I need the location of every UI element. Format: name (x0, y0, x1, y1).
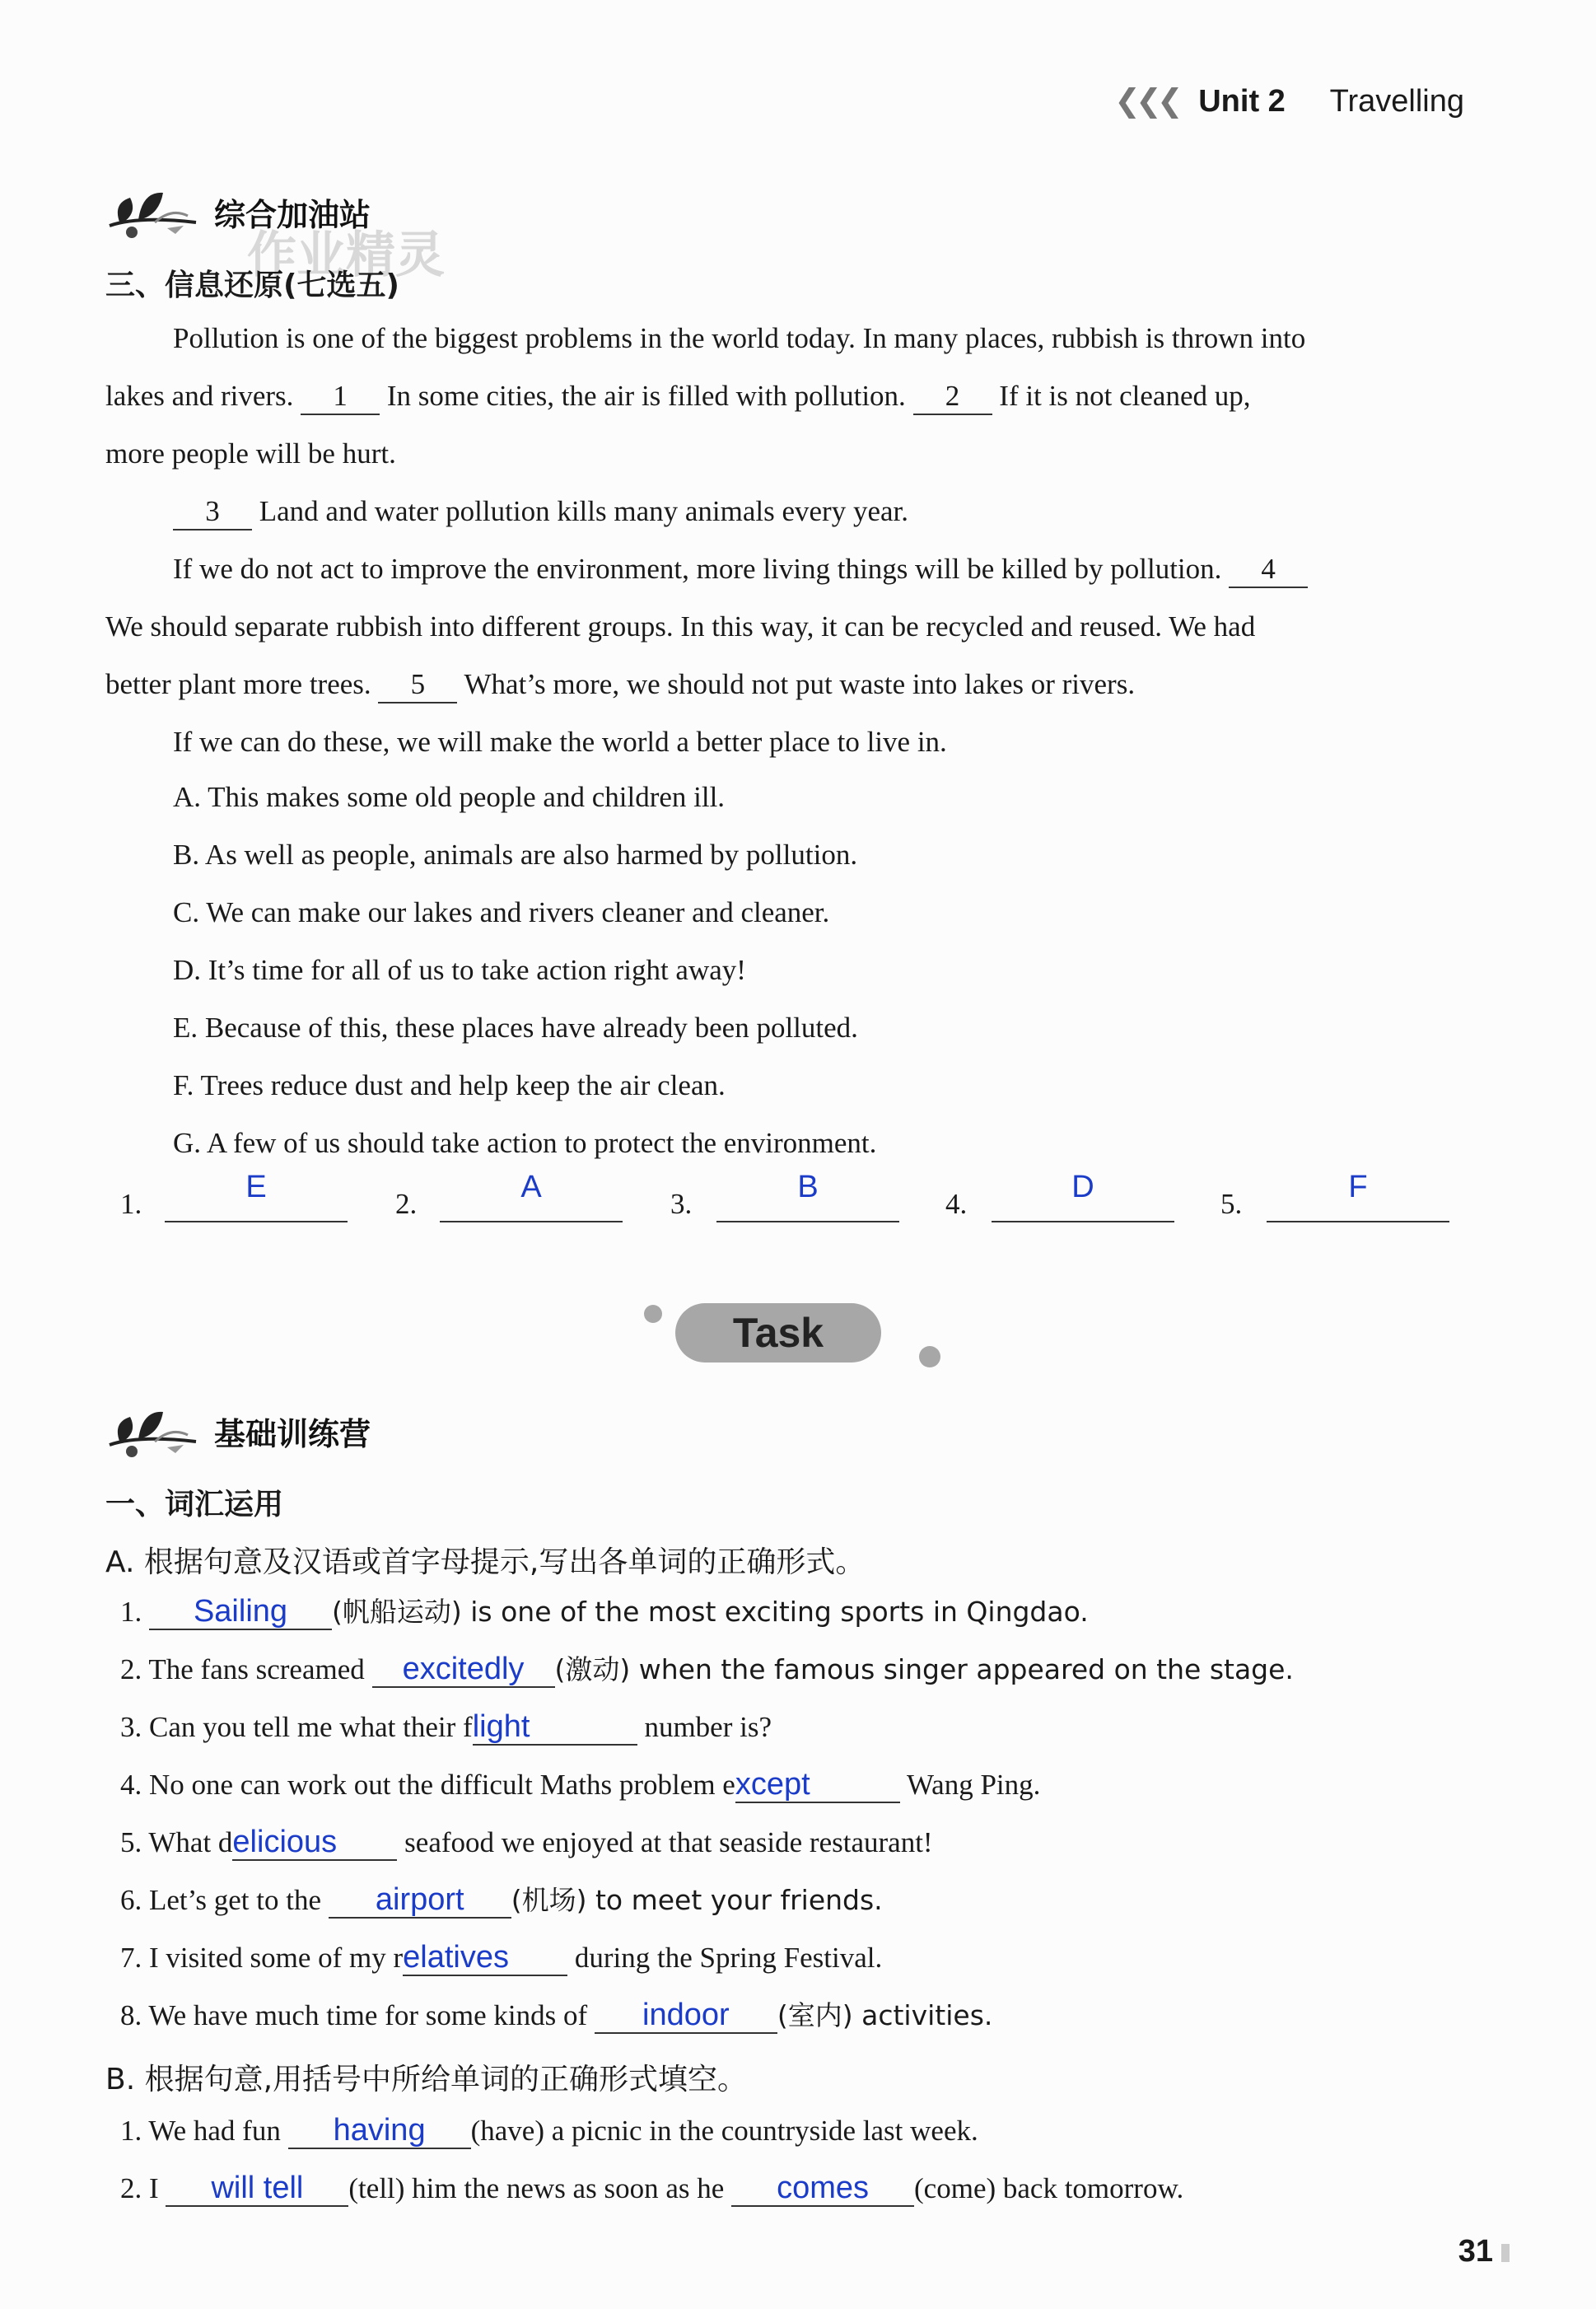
blank-3: 3 (173, 491, 252, 531)
answer-number: 3. (670, 1188, 693, 1220)
passage-line: lakes and rivers. 1 In some cities, the air is filled with pollution. 2 If it is not cleaned up, (105, 367, 1251, 425)
leaf-decoration-icon (105, 1402, 204, 1460)
passage-line: If we do not act to improve the environment, more living things will be killed by pollution. 4 (173, 540, 1308, 598)
option-a: A. This makes some old people and children ill. (173, 781, 726, 813)
section-heading-vocabulary: 一、词汇运用 (105, 1488, 284, 1521)
section-badge-text: 基础训练营 (214, 1415, 371, 1452)
vocab-item-8: 8. We have much time for some kinds of indoor (室内) activities. (120, 1987, 992, 2045)
option-c: C. We can make our lakes and rivers cleaner and cleaner. (173, 896, 830, 928)
vocab-item-6: 6. Let’s get to the airport (机场) to meet your friends. (120, 1872, 883, 1929)
passage-line: more people will be hurt. (105, 437, 396, 470)
blank-5: 5 (378, 664, 457, 703)
banner-dot (644, 1305, 662, 1323)
option-f: F. Trees reduce dust and help keep the air clean. (173, 1069, 726, 1101)
answer-blank-4: D (992, 1170, 1174, 1222)
answer-blank: elatives (403, 1937, 567, 1976)
section-badge-text: 综合加油站 (214, 196, 371, 233)
page-edge-mark (1501, 2244, 1510, 2262)
unit-title: Travelling (1329, 84, 1464, 119)
answer-blank: xcept (735, 1764, 900, 1803)
answer-blank: elicious (232, 1821, 397, 1861)
vocab-item-4: 4. No one can work out the difficult Maths problem except Wang Ping. (120, 1756, 1040, 1814)
answer-blank: indoor (595, 1994, 777, 2034)
triple-chevron-icon: ❮❮❮ (1114, 84, 1178, 119)
option-d: D. It’s time for all of us to take action right away! (173, 954, 746, 986)
option-g: G. A few of us should take action to protect the environment. (173, 1127, 877, 1159)
answer-blank: having (288, 2110, 471, 2149)
watermark-text: 作业精灵 (247, 227, 445, 284)
answer-blank: light (473, 1706, 637, 1746)
page-number: 31 (1458, 2234, 1510, 2269)
passage-line: If we can do these, we will make the world a better place to live in. (173, 726, 947, 758)
blank-1: 1 (301, 376, 380, 415)
passage-line: Pollution is one of the biggest problems in the world today. In many places, rubbish is thrown into (173, 322, 1306, 354)
answer-blank: will tell (166, 2167, 348, 2207)
part-a-instruction: A. 根据句意及汉语或首字母提示,写出各单词的正确形式。 (105, 1545, 866, 1579)
answer-number: 2. (395, 1188, 418, 1220)
answer-number: 4. (945, 1188, 968, 1220)
unit-label: Unit 2 (1198, 84, 1286, 119)
answer-blank: airport (329, 1879, 511, 1919)
fill-item-2: 2. I will tell (tell) him the news as soon as he comes (come) back tomorrow. (120, 2160, 1183, 2218)
task-banner (634, 1292, 931, 1374)
vocab-item-3: 3. Can you tell me what their flight number is? (120, 1699, 772, 1756)
passage-line: better plant more trees. 5 What’s more, we should not put waste into lakes or rivers. (105, 656, 1135, 713)
fill-item-1: 1. We had fun having (have) a picnic in the countryside last week. (120, 2102, 978, 2160)
vocab-item-2: 2. The fans screamed excitedly (激动) when the famous singer appeared on the stage. (120, 1641, 1294, 1699)
answer-blank: excitedly (372, 1648, 555, 1688)
vocab-item-7: 7. I visited some of my relatives during the Spring Festival. (120, 1929, 882, 1987)
passage-line: 3 Land and water pollution kills many animals every year. (173, 483, 908, 540)
banner-dot (919, 1346, 940, 1367)
leaf-decoration-icon (105, 183, 204, 241)
answer-number: 5. (1220, 1188, 1243, 1220)
part-b-instruction: B. 根据句意,用括号中所给单词的正确形式填空。 (105, 2063, 748, 2096)
task-label: Task (675, 1303, 881, 1362)
option-b: B. As well as people, animals are also harmed by pollution. (173, 839, 858, 871)
answer-blank-5: F (1267, 1170, 1449, 1222)
section-badge-basic-training (105, 1402, 371, 1460)
vocab-item-1: 1. Sailing (帆船运动) is one of the most exciting sports in Qingdao. (120, 1583, 1089, 1641)
answer-blank: comes (731, 2167, 914, 2207)
page-header (1114, 82, 1464, 119)
answer-blank: Sailing (149, 1591, 332, 1630)
option-e: E. Because of this, these places have already been polluted. (173, 1012, 858, 1044)
answer-number: 1. (120, 1188, 142, 1220)
answer-blank-1: E (165, 1170, 348, 1222)
blank-2: 2 (913, 376, 992, 415)
blank-4: 4 (1229, 549, 1308, 588)
answer-row (120, 1170, 1471, 1227)
answer-blank-2: A (440, 1170, 623, 1222)
vocab-item-5: 5. What delicious seafood we enjoyed at that seaside restaurant! (120, 1814, 933, 1872)
passage-line: We should separate rubbish into different groups. In this way, it can be recycled and reused. We had (105, 610, 1256, 643)
answer-blank-3: B (716, 1170, 899, 1222)
section-heading-info-restore: 三、信息还原(七选五) (105, 269, 399, 302)
